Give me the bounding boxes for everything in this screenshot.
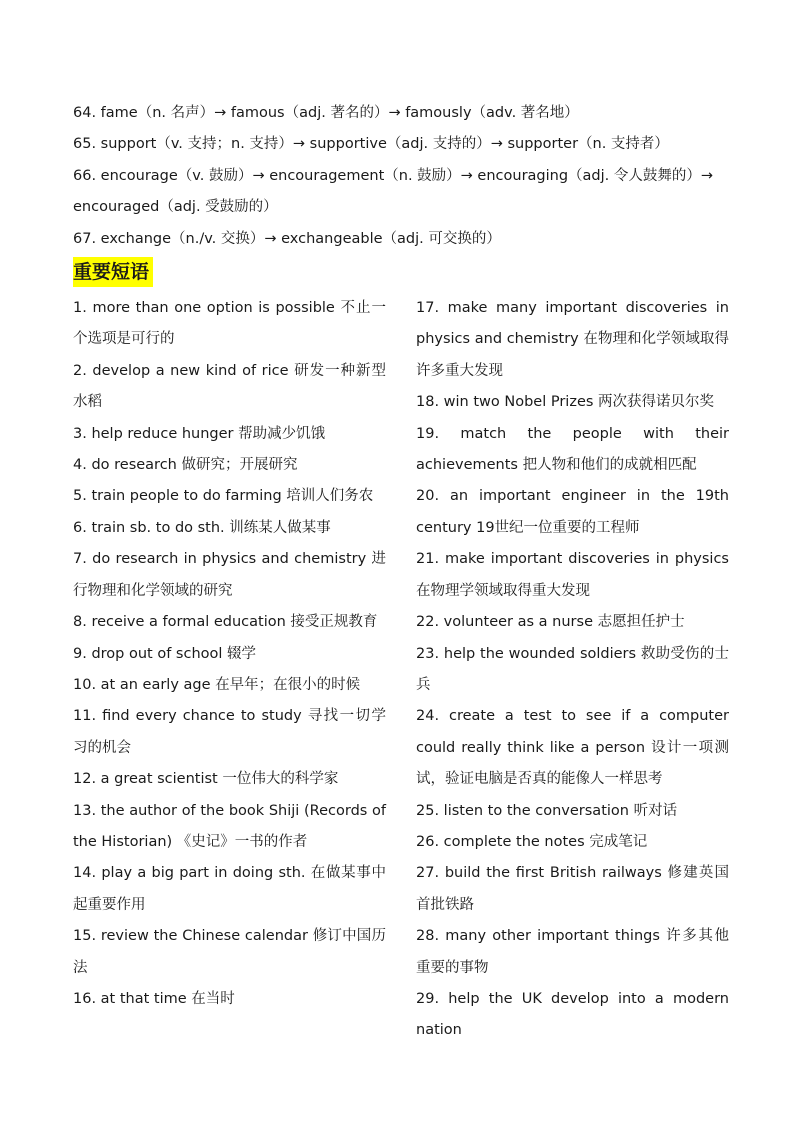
phrase-columns bbox=[73, 293, 729, 1047]
phrase-item: 6. train sb. to do sth. 训练某人做某事 bbox=[73, 519, 331, 536]
phrase-item: 16. at that time 在当时 bbox=[73, 990, 235, 1007]
phrase-item: 8. receive a formal education 接受正规教育 bbox=[73, 614, 378, 631]
derivation-line: 64. fame（n. 名声）→ famous（adj. 著名的）→ famously（adv. 著名地） bbox=[73, 105, 579, 121]
phrase-item: 17. make many important discoveries in physics and chemistry 在物理和化学领域取得许多重大发现 bbox=[416, 300, 729, 379]
phrase-item: 10. at an early age 在早年；在很小的时候 bbox=[73, 676, 361, 693]
phrase-item: 18. win two Nobel Prizes 两次获得诺贝尔奖 bbox=[416, 394, 715, 411]
phrase-item: 1. more than one option is possible 不止一个选项是可行的 bbox=[73, 300, 386, 348]
phrase-item: 28. many other important things 许多其他重要的事物 bbox=[416, 928, 729, 976]
derivation-line: 65. support（v. 支持；n. 支持）→ supportive（adj. 支持的）→ supporter（n. 支持者） bbox=[73, 136, 669, 153]
phrase-item: 3. help reduce hunger 帮助减少饥饿 bbox=[73, 425, 326, 442]
phrase-item: 13. the author of the book Shiji (Records of the Historian) 《史记》一书的作者 bbox=[73, 802, 386, 850]
phrase-item: 24. create a test to see if a computer could really think like a person 设计一项测试，验证电脑是否真的能像人一样思考 bbox=[416, 708, 729, 788]
phrase-item: 2. develop a new kind of rice 研发一种新型水稻 bbox=[73, 362, 386, 411]
phrase-item: 9. drop out of school 辍学 bbox=[73, 645, 257, 662]
phrase-item: 22. volunteer as a nurse 志愿担任护士 bbox=[416, 614, 685, 631]
phrase-item: 4. do research 做研究；开展研究 bbox=[73, 457, 298, 474]
phrase-item: 5. train people to do farming 培训人们务农 bbox=[73, 488, 374, 505]
derivation-line: 66. encourage（v. 鼓励）→ encouragement（n. 鼓励）→ encouraging（adj. 令人鼓舞的）→ encouraged（adj. 受鼓励的） bbox=[73, 167, 714, 216]
phrase-item: 21. make important discoveries in physics 在物理学领域取得重大发现 bbox=[416, 551, 729, 599]
phrase-column-right bbox=[416, 293, 729, 1047]
phrase-item: 7. do research in physics and chemistry 进行物理和化学领域的研究 bbox=[73, 551, 386, 599]
phrase-item: 23. help the wounded soldiers 救助受伤的士兵 bbox=[416, 645, 729, 693]
phrase-item: 19. match the people with their achievements 把人物和他们的成就相匹配 bbox=[416, 425, 729, 474]
phrase-item: 26. complete the notes 完成笔记 bbox=[416, 833, 648, 850]
phrase-item: 25. listen to the conversation 听对话 bbox=[416, 802, 678, 819]
section-heading bbox=[73, 257, 729, 290]
document-page bbox=[73, 98, 729, 1047]
phrase-item: 20. an important engineer in the 19th century 19世纪一位重要的工程师 bbox=[416, 488, 729, 536]
phrase-item: 29. help the UK develop into a modern nation bbox=[416, 990, 729, 1039]
phrase-item: 27. build the first British railways 修建英国首批铁路 bbox=[416, 865, 729, 913]
phrase-item: 12. a great scientist 一位伟大的科学家 bbox=[73, 771, 339, 788]
phrase-column-left bbox=[73, 293, 386, 1047]
phrase-item: 15. review the Chinese calendar 修订中国历法 bbox=[73, 928, 386, 976]
derivation-line: 67. exchange（n./v. 交换）→ exchangeable（adj. 可交换的） bbox=[73, 230, 501, 247]
section-title: 重要短语 bbox=[73, 257, 153, 287]
phrase-item: 14. play a big part in doing sth. 在做某事中起重要作用 bbox=[73, 865, 386, 913]
phrase-item: 11. find every chance to study 寻找一切学习的机会 bbox=[73, 708, 386, 756]
